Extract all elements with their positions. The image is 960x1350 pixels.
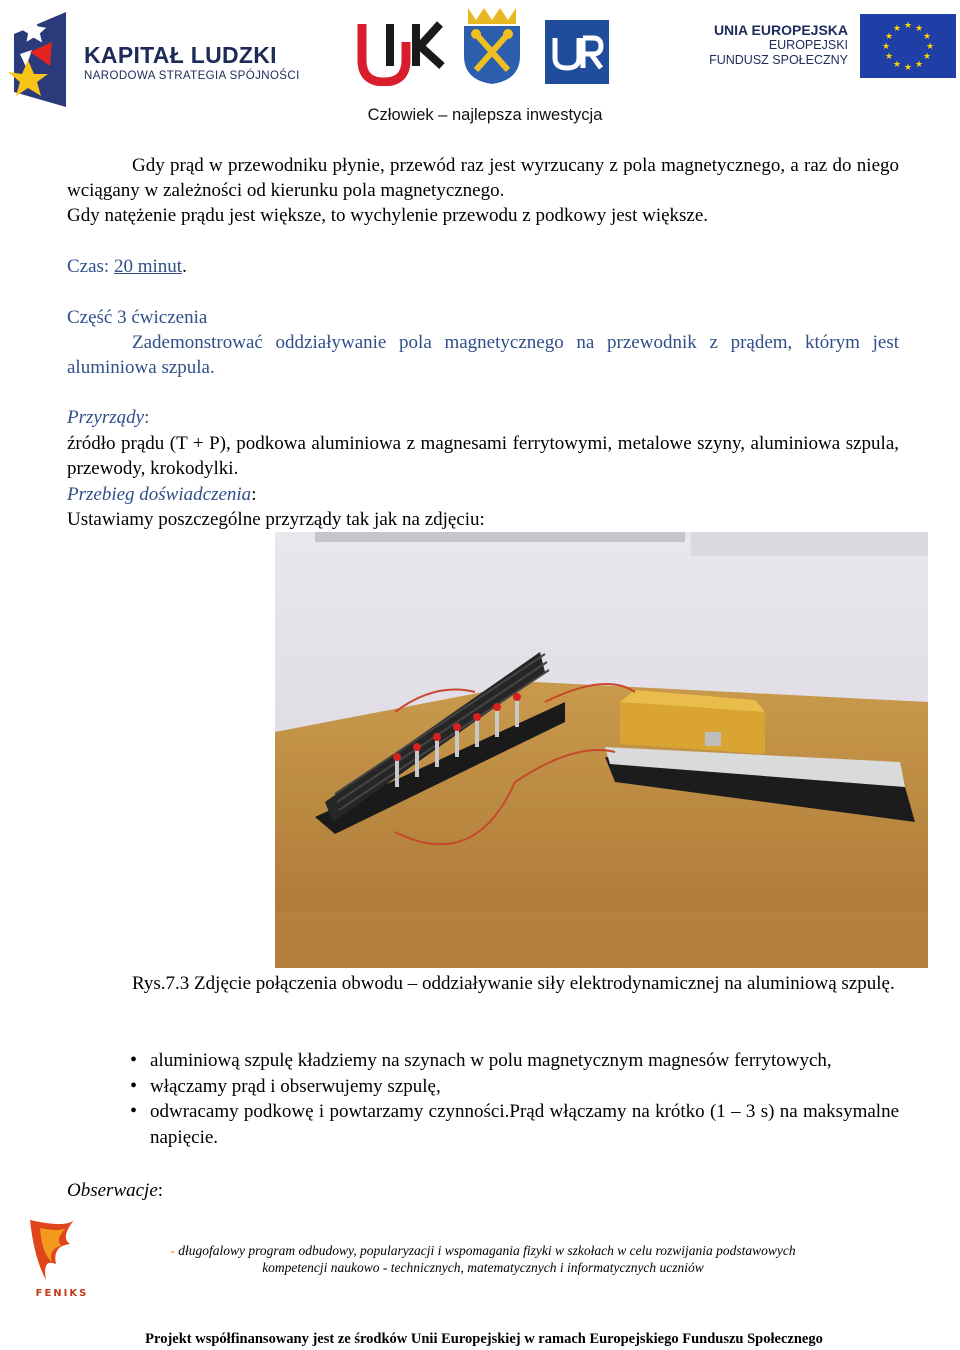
svg-text:★: ★	[922, 32, 932, 42]
time-label: Czas:	[67, 256, 114, 277]
kapital-ludzki-subtitle: NARODOWA STRATEGIA SPÓJNOŚCI	[84, 70, 300, 82]
procedure-heading	[67, 482, 899, 507]
program-text: długofalowy program odbudowy, popularyzacji i wspomagania fizyki w szkołach w celu rozwijania podstawowych kompetencji naukowo - technicznych, matematycznych i informatycznych uczniów	[174, 1243, 796, 1275]
equipment-label: Przyrządy	[67, 407, 145, 428]
university-crest	[460, 4, 524, 84]
list-item: • odwracamy podkowę i powtarzamy czynności.Prąd włączamy na krótko (1 – 3 s) na maksymalne napięcie.	[130, 1099, 899, 1150]
ukr-logo	[545, 20, 609, 84]
svg-text:★: ★	[884, 32, 894, 42]
part-heading: Część 3 ćwiczenia	[67, 307, 208, 328]
svg-text:★: ★	[922, 52, 932, 62]
motto: Człowiek – najlepsza inwestycja	[367, 106, 603, 124]
observations-heading	[67, 1178, 899, 1203]
procedure-colon: :	[251, 484, 257, 505]
apparatus-photo	[275, 532, 928, 968]
eu-line-2: EUROPEJSKI	[768, 38, 848, 52]
observations-colon: :	[157, 1180, 164, 1201]
equipment-colon: :	[144, 407, 150, 428]
svg-text:★: ★	[914, 24, 924, 34]
procedure-label: Przebieg doświadczenia	[67, 484, 252, 505]
svg-text:★: ★	[892, 24, 902, 34]
part-description: Zademonstrować oddziaływanie pola magnetycznego na przewodnik z prądem, którym jest aluminiowa szpula.	[67, 332, 899, 378]
funding-note: Projekt współfinansowany jest ze środków Unii Europejskiej w ramach Europejskiego Funduszu Społecznego	[145, 1331, 823, 1347]
svg-text:★: ★	[892, 60, 902, 70]
feniks-logo	[26, 1218, 98, 1300]
ujk-logo	[356, 20, 446, 86]
svg-text:★: ★	[903, 63, 913, 73]
equipment-heading	[67, 405, 899, 430]
feniks-label: FENIKS	[35, 1288, 89, 1299]
eu-fund-text	[690, 22, 848, 68]
paragraph-intensity: Gdy natężenie prądu jest większe, to wychylenie przewodu z podkowy jest większe.	[67, 205, 709, 226]
time-value: 20 minut	[113, 256, 183, 277]
list-item: • włączamy prąd i obserwujemy szpulę,	[130, 1074, 899, 1100]
procedure-steps	[130, 1048, 899, 1150]
photo-caption: Rys.7.3 Zdjęcie połączenia obwodu – oddziaływanie siły elektrodynamicznej na aluminiową szpulę.	[132, 973, 895, 994]
eu-flag	[860, 14, 956, 78]
program-dash: -	[170, 1243, 175, 1258]
kapital-ludzki-title: KAPITAŁ LUDZKI	[84, 42, 277, 68]
svg-text:★: ★	[884, 52, 894, 62]
paragraph-current-flow: Gdy prąd w przewodniku płynie, przewód raz jest wyrzucany z pola magnetycznego, a raz do niego wciągany w zależności od kierunku pola magnetycznego.	[67, 155, 899, 201]
svg-text:★: ★	[914, 60, 924, 70]
time-dot: .	[182, 256, 187, 277]
observations-label: Obserwacje	[67, 1180, 158, 1201]
equipment-list: źródło prądu (T + P), podkowa aluminiowa z magnesami ferrytowymi, metalowe szyny, aluminiowa szpula, przewody, krokodylki.	[67, 433, 899, 479]
eu-line-3: FUNDUSZ SPOŁECZNY	[709, 53, 848, 67]
list-item: • aluminiową szpulę kładziemy na szynach w polu magnetycznym magnesów ferrytowych,	[130, 1048, 899, 1074]
program-description	[138, 1242, 828, 1276]
svg-text:★: ★	[881, 42, 891, 52]
svg-text:★: ★	[925, 42, 935, 52]
time-line	[67, 254, 899, 279]
procedure-text: Ustawiamy poszczególne przyrządy tak jak na zdjęciu:	[67, 509, 485, 530]
svg-text:★: ★	[903, 21, 913, 31]
eu-line-1: UNIA EUROPEJSKA	[713, 22, 848, 38]
